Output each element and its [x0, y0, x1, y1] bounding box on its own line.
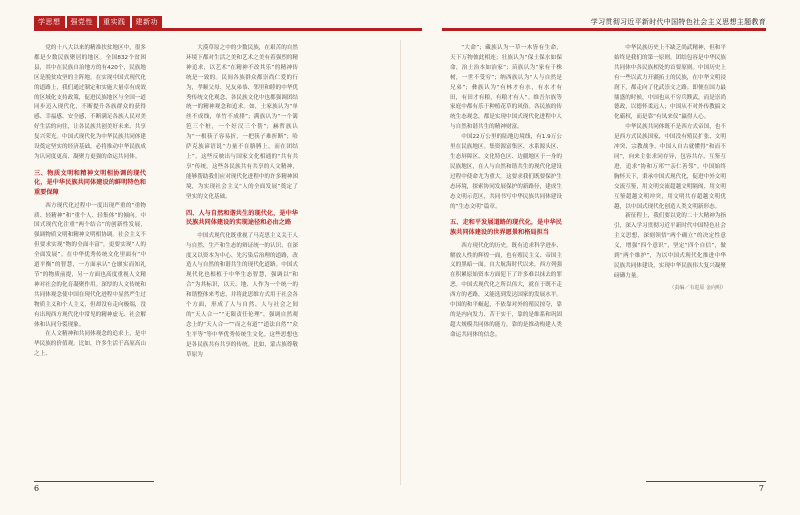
page-gutter — [400, 40, 401, 485]
page-number-left: 6 — [34, 484, 40, 493]
header-tag: 学思想 — [34, 16, 65, 28]
section-heading: 五、走和平发展道路的现代化，是中华民族共同体建设的世界愿景和格局担当 — [450, 219, 562, 236]
section-heading: 三、物质文明和精神文明相协调的现代化，是中华民族共同体建设的鲜明特色和重要保障 — [34, 169, 146, 197]
text-column-1 — [34, 44, 146, 360]
header-tag: 建新功 — [132, 16, 163, 28]
footer-rule-left — [34, 481, 154, 482]
page-number-right: 7 — [758, 484, 764, 493]
paragraph: 中华民族共同体既不是西方式帝国，也不是西方式民族国家，中国没有殖民扩张、文明冲突、宗教战争。中国人自古就懂得“和而不同”，向来主张求同存异，包容共存、互鉴互进，追求“协和万邦”“亲仁善邻”。中国始终胸怀天下，秉承中国式现代化，促进中外文明交流互鉴，用文明交流超越文明隔阂、用文明互鉴超越文明冲突，用文明共存超越文明优越，以中国式现代化创造人类文明新形态。 — [614, 124, 726, 210]
paragraph: 党的十八大以来的精准扶贫地区中，很多都是少数民族聚居的地区。全国832个贫困县，其中在民族自治地方的有420个，民族地区是脱贫攻坚的主阵地。在实现中国式现代化的道路上，我们通过制定和实施大量卓有成效的区域化支持政策，促进民族地区与全国一道同步迈入现代化，不断提升各族群众的获得感、幸福感、安全感，不断满足各族人民对美好生活的向往，让各民族共创美好未来、共享复兴荣光。中国式现代化为中华民族共同体建设奠定坚实的经济基础，必将推动中华民族成为认同度更高、凝聚力更强的命运共同体。 — [34, 45, 146, 160]
paragraph: 中国式现代化既重视了马克思主义关于人与自然、生产和生态的辩证统一的认识，在深度又以资本为中心、先污染后治理的道路，改造人与自然的和谐共生的现代化道路。中国式现代化也根植于中华生态智慧，强调以“和合”为其标识，以天、地、人作为一个统一的和谐整体来考虑，并将此思维方式用于社会各个方面，形成了人与自然、人与社会之间的“天人合一”“无限责任伦理”，强调自然观念上的“天人合一”“而之有道”“道法自然”“众生平等”等中华优秀传统生文化。这些思想也是各民族共有共享的传统。比如，蒙古族尊敬草原为 — [186, 232, 298, 358]
paragraph: 大漠草原之中的少数民族，在艰苦的自然环境下都对生活之美和艺术之美有着强烈的精神追求，以艺术“在精神不改其乐”的精神传统是一致的。民间各族群众都崇尚仁爱的行为，孝顺父母、兄友弟恭、邻里和睦的中华优秀传统文化观念，各民族文化中也都强调团结统一的精神观念和追求。如，土家族认为“单丝不成线，单竹不成排”；满族认为“一个篱笆三个桩，一个好汉三个帮”；赫哲族认为“一根筷子容易折，一把筷子难折断”；哈萨克族谚语说“力量不在胳膊上，而在团结上”。这些反映出与国家文化相通的“共有共享”传统。这些各民族共有共享的人文精神，能够帮助我们应对现代化进程中的许多精神困境，为实现社会主义“人的全面发展”奠定了坚实的文化基础。 — [186, 45, 298, 200]
paragraph: 西方现代化过程中一度出现严重的“重物质、轻精神”和“重个人、轻集体”的倾向。中国式现代化注重“两个结合”的创新性发展，强调物质文明和精神文明相协调。社会主义不但要求实现“物的全面丰富”，更要实现“人的全面发展”。在中华优秀传统文化里面有“中道平衡”的智慧，一方面承认“仓廪实而知礼节”的物质前提，另一方面也高度重视人文精神对社会的化育凝聚作用。深厚的人文传统和共同体观念使中国在现代化进程中显然严生过物质主义和个人主义，但却没有走向极端，没有出现西方现代化中常见的精神虚无、社会解体和认同分裂现象。 — [34, 202, 146, 328]
paragraph: 新征程上，我们要以党的二十大精神为指引，深入学习贯彻习近平新时代中国特色社会主义思想，深刻领悟“两个确立”的决定性意义，增强“四个意识”，坚定“四个自信”，做到“两个维护”，为以中国式现代化推进中华民族共同体建设，实现中华民族伟大复兴凝聚磅礴力量。 — [614, 213, 726, 279]
header-tag: 强党性 — [67, 16, 98, 28]
paragraph: 中华民族历史上不缺乏尚武精神，但和平始终是我们的第一原则。团结包容是中华民族共同体中各民族相处的首要原则。中国历史上有一些以武力开疆拓土的民族，在中华文明浸润下，都走向了化武崇文之路。即便在国力最鼎盛的时候，中国也从不穷兵黩武，而是崇尚德政，以德怀柔远人；中国从不对外传教搞文化霸权，而是靠“有凤来仪”赢得人心。 — [614, 45, 726, 121]
text-column-2 — [186, 44, 298, 360]
paragraph: “大命”；藏族认为一草一木皆有生命，天下万物彼此相连；壮族认为“保土保水如保命，治土治本如治家”；苗族认为“家有千株树，一世不受穷”；纳西族认为“人与自然是兄弟”；彝族认为“有林才有水，有水才有田，有田才有粮，有粮才有人”。维吾尔族等家庭中都有乐于种植花草的风俗。各民族的传统生态观念，都是实现中国式现代化进程中人与自然和谐共生的精神财富。 — [450, 45, 562, 131]
text-column-3 — [450, 44, 562, 341]
editor-credit: （责编／韦进原 金向明） — [669, 284, 726, 291]
paragraph: 西方现代化的历史，既有追求科学进步、解放人性的辉煌一面，也有殖民主义、帝国主义的黑暗一面。自大航海时代以来，西方列强在积累原始资本方面犯下了许多难以抹去的罪恶。中国式现代化之所以伟大，就在于既不走西方的老路，又能选到发达国家的发展水平。中国的和平崛起，不依靠对外的殖民掠夺，靠的是内向发力、苦干实干，靠的是维系和巩固超大规模共同体的能力，靠的是推动构建人类命运共同体的信念。 — [450, 242, 562, 338]
section-heading: 四、人与自然和谐共生的现代化，是中华民族共同体建设的实现途径和必由之路 — [186, 209, 298, 227]
header-rule — [34, 28, 766, 31]
text-column-4 — [614, 44, 726, 294]
running-header-title: 学习贯彻习近平新时代中国特色社会主义思想主题教育 — [590, 18, 766, 26]
paragraph: 在人文精神和共同体观念的追求上，是中华民族的价值观。比如，许多生活于高原高山之上、 — [34, 331, 146, 358]
header-tag: 重实践 — [99, 16, 130, 28]
paragraph: 中国22万公里的陆地边境线，有1.9万公里在民族地区。集资源富集区、水系源头区、生态屏障区、文化特色区、边疆地区于一身的民族地区，在人与自然和谐共生的现代化建设过程中使命尤为重大。这要求我们既要保护生态环境，探索协同发展保护的新路径，建成生态文明示范区，共同书写中华民族共同体建设的“生态文明”篇章。 — [450, 134, 562, 210]
footer-rule-right — [646, 481, 766, 482]
